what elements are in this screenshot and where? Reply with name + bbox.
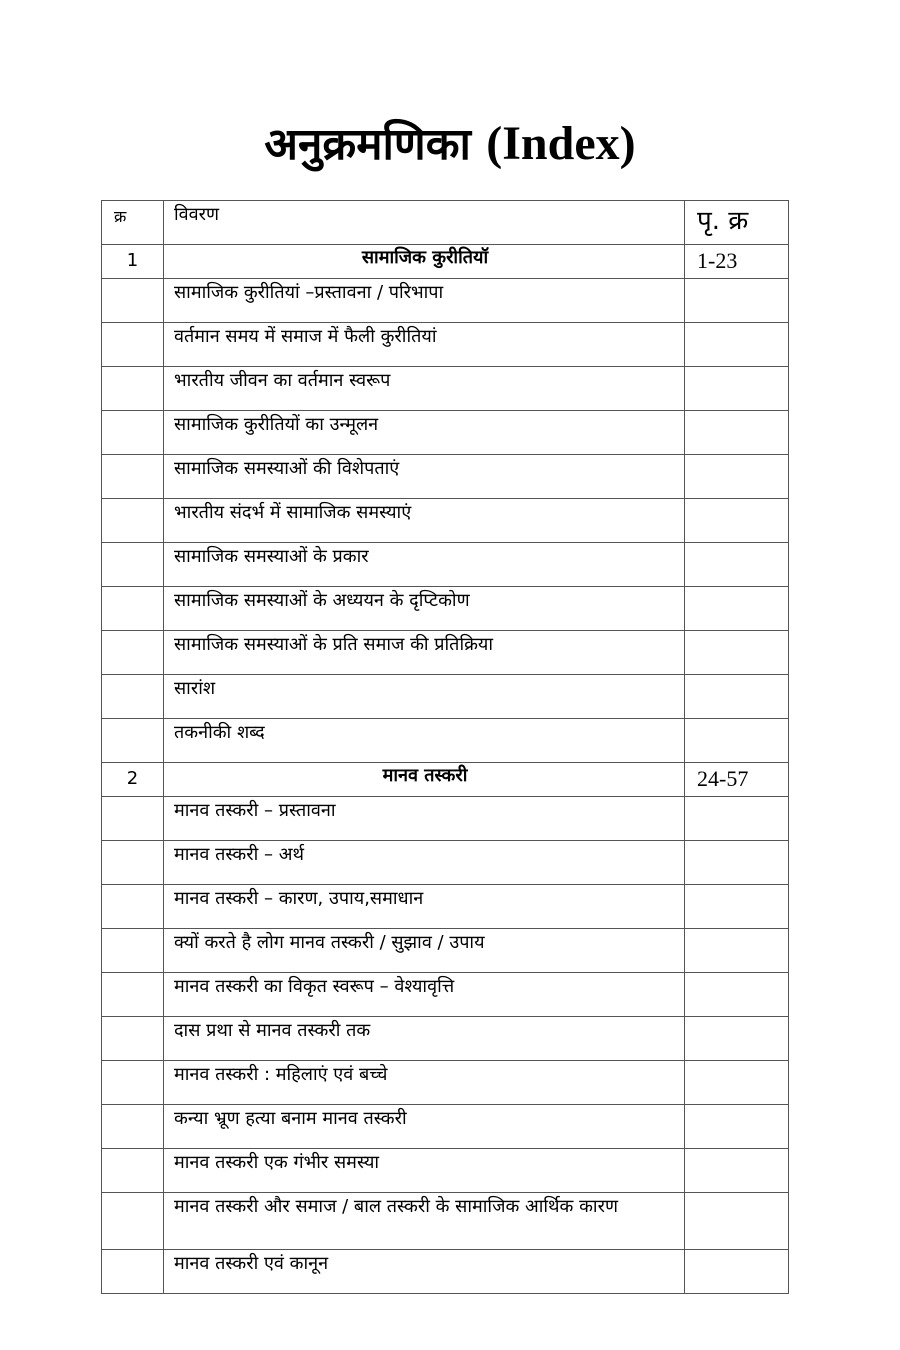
row-page bbox=[685, 797, 789, 841]
row-number bbox=[102, 929, 164, 973]
table-row bbox=[102, 631, 789, 675]
table-row bbox=[102, 279, 789, 323]
row-number bbox=[102, 973, 164, 1017]
table-row bbox=[102, 1061, 789, 1105]
row-topic: भारतीय जीवन का वर्तमान स्वरूप bbox=[164, 367, 685, 411]
row-topic: कन्या भ्रूण हत्या बनाम मानव तस्करी bbox=[164, 1105, 685, 1149]
table-row bbox=[102, 841, 789, 885]
row-page bbox=[685, 367, 789, 411]
section-title: मानव तस्करी bbox=[164, 763, 685, 797]
table-row bbox=[102, 797, 789, 841]
row-page bbox=[685, 841, 789, 885]
row-topic: मानव तस्करी का विकृत स्वरूप – वेश्यावृत्ति bbox=[164, 973, 685, 1017]
row-number bbox=[102, 279, 164, 323]
table-row bbox=[102, 885, 789, 929]
row-number bbox=[102, 797, 164, 841]
row-number bbox=[102, 1250, 164, 1294]
row-number bbox=[102, 631, 164, 675]
header-row bbox=[102, 201, 789, 245]
row-topic: दास प्रथा से मानव तस्करी तक bbox=[164, 1017, 685, 1061]
row-number bbox=[102, 1061, 164, 1105]
row-number bbox=[102, 323, 164, 367]
table-row bbox=[102, 929, 789, 973]
row-topic: मानव तस्करी : महिलाएं एवं बच्चे bbox=[164, 1061, 685, 1105]
section-title: सामाजिक कुरीतियॉ bbox=[164, 245, 685, 279]
section-pages: 1-23 bbox=[685, 245, 789, 279]
row-number bbox=[102, 411, 164, 455]
table-row bbox=[102, 1017, 789, 1061]
row-page bbox=[685, 885, 789, 929]
row-topic: सामाजिक समस्याओं की विशेपताएं bbox=[164, 455, 685, 499]
row-topic: मानव तस्करी – प्रस्तावना bbox=[164, 797, 685, 841]
row-topic: वर्तमान समय में समाज में फैली कुरीतियां bbox=[164, 323, 685, 367]
row-topic: सामाजिक कुरीतियों का उन्मूलन bbox=[164, 411, 685, 455]
table-row bbox=[102, 1105, 789, 1149]
row-page bbox=[685, 1017, 789, 1061]
page-title bbox=[0, 112, 900, 177]
row-number bbox=[102, 1105, 164, 1149]
row-page bbox=[685, 929, 789, 973]
row-topic: सामाजिक समस्याओं के अध्ययन के दृप्टिकोण bbox=[164, 587, 685, 631]
row-number bbox=[102, 455, 164, 499]
table-row bbox=[102, 1193, 789, 1250]
row-page bbox=[685, 1061, 789, 1105]
table-row bbox=[102, 719, 789, 763]
row-page bbox=[685, 1250, 789, 1294]
row-page bbox=[685, 1105, 789, 1149]
row-topic: सामाजिक कुरीतियां –प्रस्तावना / परिभापा bbox=[164, 279, 685, 323]
table-row bbox=[102, 455, 789, 499]
header-desc: विवरण bbox=[164, 201, 685, 245]
table-row bbox=[102, 499, 789, 543]
section-pages: 24-57 bbox=[685, 763, 789, 797]
row-page bbox=[685, 1149, 789, 1193]
row-topic: मानव तस्करी और समाज / बाल तस्करी के सामाजिक आर्थिक कारण bbox=[164, 1193, 685, 1250]
row-topic: मानव तस्करी – अर्थ bbox=[164, 841, 685, 885]
table-row bbox=[102, 1149, 789, 1193]
row-page bbox=[685, 543, 789, 587]
section-row bbox=[102, 763, 789, 797]
row-page bbox=[685, 279, 789, 323]
section-row bbox=[102, 245, 789, 279]
row-page bbox=[685, 973, 789, 1017]
row-topic: क्यों करते है लोग मानव तस्करी / सुझाव / उपाय bbox=[164, 929, 685, 973]
row-topic: सामाजिक समस्याओं के प्रति समाज की प्रतिक्रिया bbox=[164, 631, 685, 675]
row-number bbox=[102, 543, 164, 587]
header-page: पृ. क्र bbox=[685, 201, 789, 245]
row-number bbox=[102, 367, 164, 411]
table-row bbox=[102, 543, 789, 587]
row-topic: मानव तस्करी एवं कानून bbox=[164, 1250, 685, 1294]
table-row bbox=[102, 973, 789, 1017]
table-row bbox=[102, 367, 789, 411]
row-number bbox=[102, 885, 164, 929]
row-page bbox=[685, 499, 789, 543]
index-table-body bbox=[102, 201, 789, 1294]
row-topic: सामाजिक समस्याओं के प्रकार bbox=[164, 543, 685, 587]
row-number bbox=[102, 587, 164, 631]
table-row bbox=[102, 323, 789, 367]
row-topic: मानव तस्करी एक गंभीर समस्या bbox=[164, 1149, 685, 1193]
row-page bbox=[685, 1193, 789, 1250]
row-number bbox=[102, 675, 164, 719]
header-num: क्र bbox=[102, 201, 164, 245]
index-table bbox=[101, 200, 789, 1294]
section-number: 1 bbox=[102, 245, 164, 279]
row-number bbox=[102, 499, 164, 543]
row-topic: भारतीय संदर्भ में सामाजिक समस्याएं bbox=[164, 499, 685, 543]
table-row bbox=[102, 587, 789, 631]
title-latin: (Index) bbox=[486, 117, 636, 170]
row-page bbox=[685, 411, 789, 455]
table-row bbox=[102, 1250, 789, 1294]
table-row bbox=[102, 411, 789, 455]
section-number: 2 bbox=[102, 763, 164, 797]
row-page bbox=[685, 587, 789, 631]
row-topic: मानव तस्करी – कारण, उपाय,समाधान bbox=[164, 885, 685, 929]
row-topic: सारांश bbox=[164, 675, 685, 719]
row-page bbox=[685, 719, 789, 763]
row-page bbox=[685, 455, 789, 499]
title-hindi: अनुक्रमणिका bbox=[264, 119, 471, 170]
row-topic: तकनीकी शब्द bbox=[164, 719, 685, 763]
row-number bbox=[102, 1017, 164, 1061]
row-number bbox=[102, 1193, 164, 1250]
table-row bbox=[102, 675, 789, 719]
row-number bbox=[102, 1149, 164, 1193]
row-number bbox=[102, 719, 164, 763]
row-page bbox=[685, 323, 789, 367]
row-page bbox=[685, 675, 789, 719]
row-page bbox=[685, 631, 789, 675]
row-number bbox=[102, 841, 164, 885]
